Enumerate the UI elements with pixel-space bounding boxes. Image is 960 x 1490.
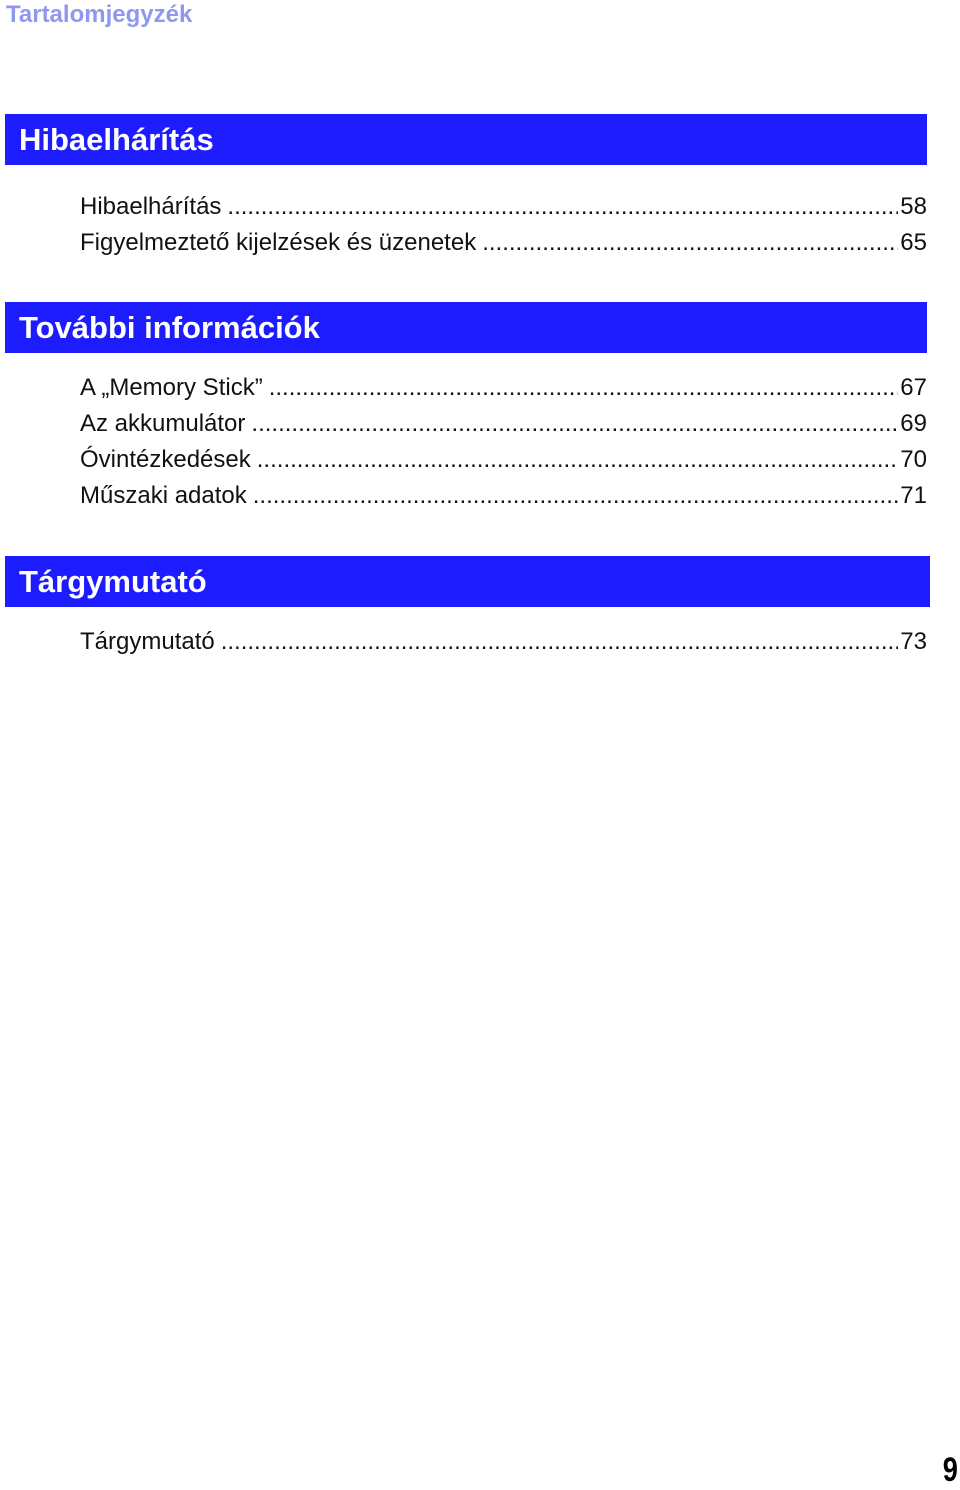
toc-entry-label: Figyelmeztető kijelzések és üzenetek [80, 229, 477, 256]
section-tovabbi-informaciok [5, 302, 927, 509]
toc-entry-label: Műszaki adatok [80, 482, 247, 509]
toc-entry[interactable] [80, 475, 927, 511]
toc-entry-page: 73 [900, 628, 927, 655]
toc-entry-page: 69 [900, 410, 927, 437]
dot-leader [253, 481, 899, 511]
section-title: További információk [19, 309, 320, 345]
toc-entry[interactable] [80, 186, 927, 222]
toc-entry-label: Óvintézkedések [80, 446, 251, 473]
section-bar [5, 556, 930, 607]
section-title: Hibaelhárítás [19, 121, 214, 157]
dot-leader [251, 409, 898, 439]
toc-entry-page: 65 [900, 229, 927, 256]
toc-entry[interactable] [80, 222, 927, 258]
toc-entry-page: 71 [900, 482, 927, 509]
toc-entry[interactable] [80, 439, 927, 475]
section-title: Tárgymutató [19, 563, 207, 599]
toc-entry-page: 70 [900, 446, 927, 473]
toc-entry-label: Az akkumulátor [80, 410, 246, 437]
toc-entry-page: 58 [900, 193, 927, 220]
toc-entry[interactable] [80, 621, 927, 657]
page-number: 9 [942, 1451, 958, 1489]
toc-entry-label: A „Memory Stick” [80, 374, 263, 401]
toc-entry-page: 67 [900, 374, 927, 401]
toc-entry-label: Hibaelhárítás [80, 193, 222, 220]
section-targymutato [5, 556, 930, 655]
dot-leader [221, 627, 899, 657]
page-header-title: Tartalomjegyzék [6, 1, 193, 28]
dot-leader [227, 192, 898, 222]
toc-entry[interactable] [80, 403, 927, 439]
dot-leader [257, 445, 899, 475]
toc-entry[interactable] [80, 367, 927, 403]
dot-leader [269, 373, 899, 403]
toc-entry-label: Tárgymutató [80, 628, 215, 655]
dot-leader [482, 228, 898, 258]
section-hibaelharitas [5, 114, 927, 256]
section-bar [5, 302, 927, 353]
section-bar [5, 114, 927, 165]
